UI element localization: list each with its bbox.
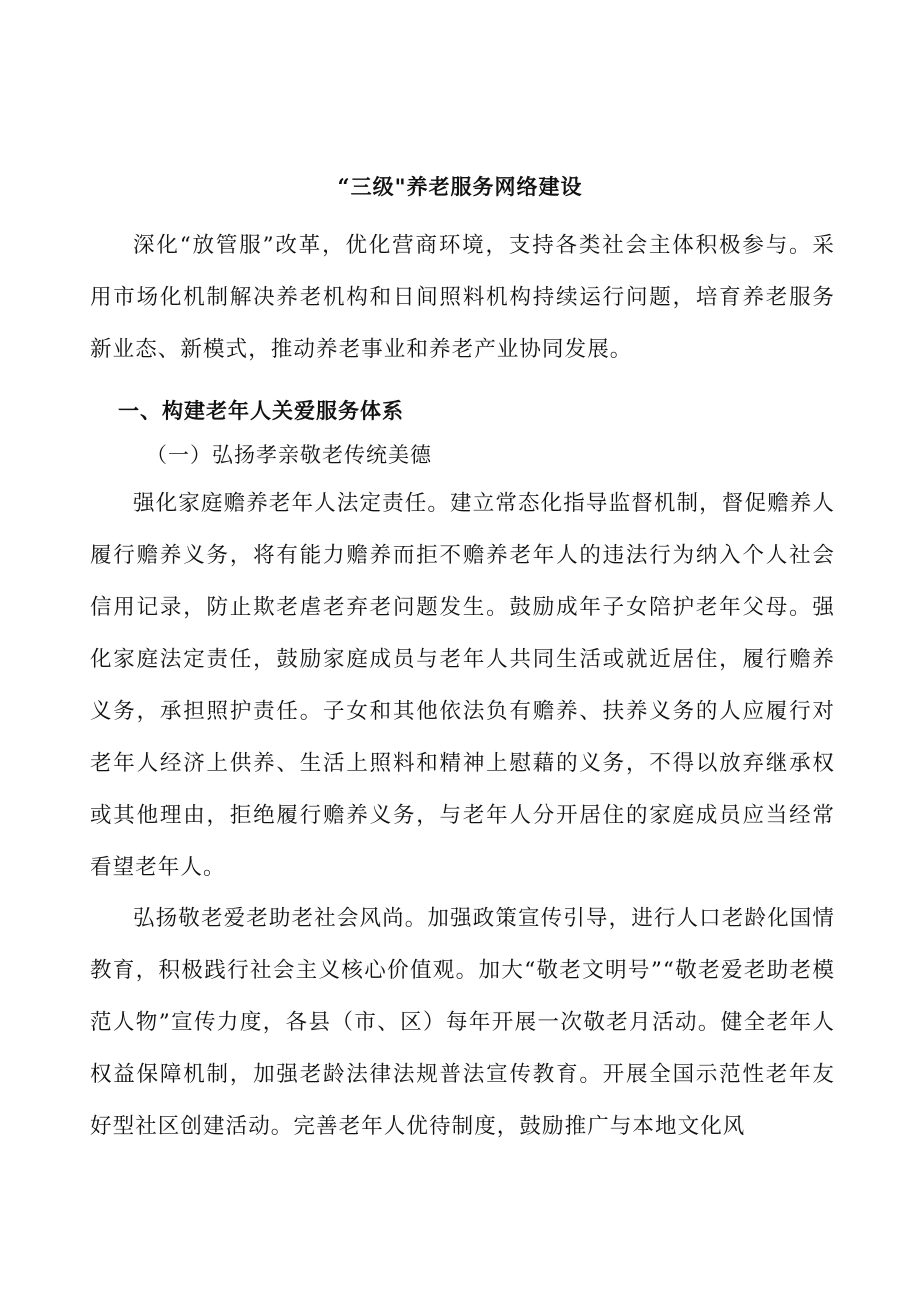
intro-paragraph: 深化“放管服”改革，优化营商环境，支持各类社会主体积极参与。采用市场化机制解决养老机构和日间照料机构持续运行问题，培育养老服务新业态、新模式，推动养老事业和养老产业协同发展。 <box>90 233 835 362</box>
subsection-heading: （一）弘扬孝亲敬老传统美德 <box>146 443 432 467</box>
section-heading: 一、构建老年人关爱服务体系 <box>118 398 404 423</box>
document-title: “三级"养老服务网络建设 <box>337 174 583 199</box>
body-paragraph: 弘扬敬老爱老助老社会风尚。加强政策宣传引导，进行人口老龄化国情教育，积极践行社会主义核心价值观。加大“敬老文明号”“敬老爱老助老模范人物”宣传力度，各县（市、区）每年开展一次敬老月活动。健全老年人权益保障机制，加强老龄法律法规普法宣传教育。开展全国示范性老年友好型社区创建活动。完善老年人优待制度，鼓励推广与本地文化风 <box>90 906 835 1139</box>
body-paragraph: 强化家庭赡养老年人法定责任。建立常态化指导监督机制，督促赡养人履行赡养义务，将有能力赡养而拒不赡养老年人的违法行为纳入个人社会信用记录，防止欺老虐老弃老问题发生。鼓励成年子女陪护老年父母。强化家庭法定责任，鼓励家庭成员与老年人共同生活或就近居住，履行赡养义务，承担照护责任。子女和其他依法负有赡养、扶养义务的人应履行对老年人经济上供养、生活上照料和精神上慰藉的义务，不得以放弃继承权或其他理由，拒绝履行赡养义务，与老年人分开居住的家庭成员应当经常看望老年人。 <box>90 491 835 880</box>
